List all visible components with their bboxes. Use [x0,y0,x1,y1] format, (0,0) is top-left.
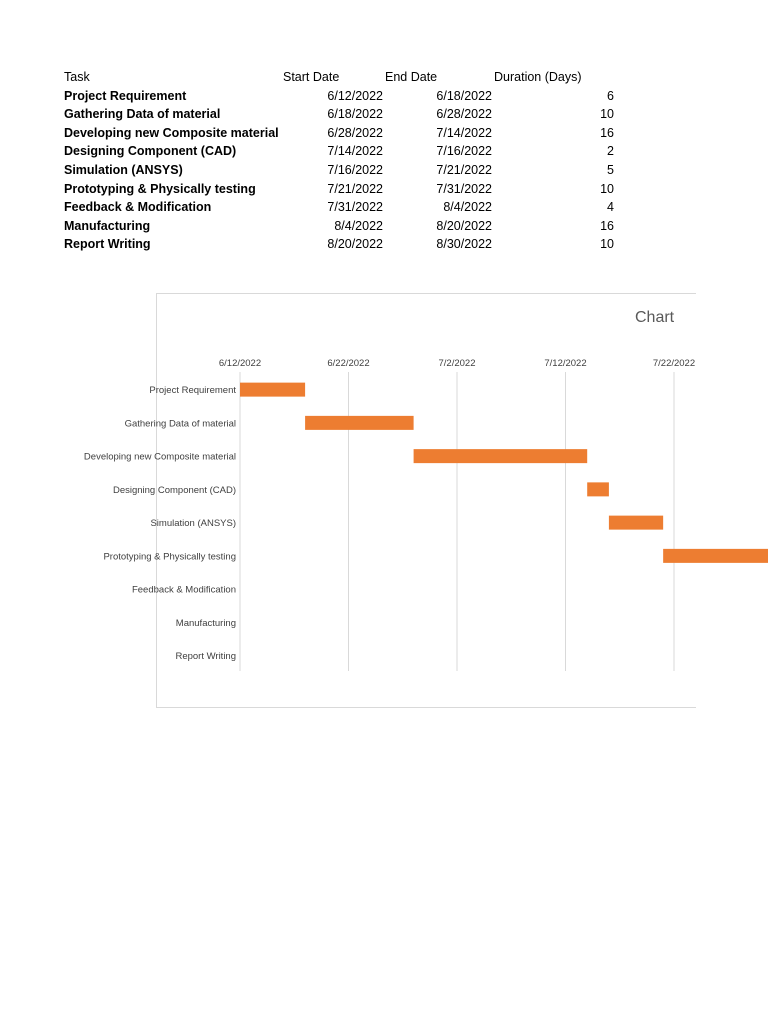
duration-cell: 5 [607,162,614,177]
gantt-bar [240,383,305,397]
end-date-cell: 8/30/2022 [436,237,492,252]
task-cell: Developing new Composite material [64,125,279,140]
end-date-cell: 7/31/2022 [436,181,492,196]
header-duration: Duration (Days) [494,70,582,84]
duration-cell: 10 [600,237,614,252]
start-date-cell: 6/12/2022 [327,88,383,103]
task-cell: Simulation (ANSYS) [64,162,183,177]
start-date-cell: 7/16/2022 [327,162,383,177]
category-label: Project Requirement [149,385,236,397]
chart-title: Chart [635,309,675,326]
start-date-cell: 7/14/2022 [327,144,383,159]
task-cell: Gathering Data of material [64,107,221,122]
end-date-cell: 7/14/2022 [436,125,492,140]
duration-cell: 2 [607,144,614,159]
x-tick-label: 6/22/2022 [327,358,370,369]
duration-cell: 6 [607,88,614,103]
x-tick-label: 7/22/2022 [652,358,696,369]
x-tick-label: 7/2/2022 [438,358,476,369]
category-label: Simulation (ANSYS) [150,518,236,530]
task-cell: Manufacturing [64,218,151,233]
category-label: Feedback & Modification [131,584,236,596]
gantt-bar [414,449,588,463]
category-label: Manufacturing [175,617,236,629]
task-cell: Project Requirement [64,88,187,103]
x-tick-label: 7/12/2022 [544,358,587,369]
x-tick-label: 6/12/2022 [218,358,262,369]
start-date-cell: 7/31/2022 [327,200,383,215]
end-date-cell: 6/18/2022 [436,88,492,103]
start-date-cell: 6/28/2022 [327,125,383,140]
header-task: Task [64,70,90,84]
end-date-cell: 7/21/2022 [436,162,492,177]
gantt-bar [663,549,768,563]
header-start-date: Start Date [283,70,340,84]
task-cell: Prototyping & Physically testing [64,181,256,196]
gantt-bar [305,416,414,430]
duration-cell: 16 [600,218,614,233]
task-cell: Designing Component (CAD) [64,144,237,159]
duration-cell: 4 [607,200,614,215]
start-date-cell: 8/20/2022 [327,237,383,252]
duration-cell: 10 [600,181,614,196]
duration-cell: 16 [600,125,614,140]
gantt-bar [609,516,663,530]
start-date-cell: 6/18/2022 [327,107,383,122]
category-label: Gathering Data of material [124,418,236,430]
end-date-cell: 6/28/2022 [436,107,492,122]
end-date-cell: 7/16/2022 [436,144,492,159]
duration-cell: 10 [600,107,614,122]
end-date-cell: 8/4/2022 [443,200,492,215]
header-end-date: End Date [385,70,438,84]
start-date-cell: 7/21/2022 [327,181,383,196]
category-label: Report Writing [175,651,236,663]
task-cell: Feedback & Modification [64,200,212,215]
start-date-cell: 8/4/2022 [334,218,383,233]
category-label: Prototyping & Physically testing [103,551,236,563]
task-cell: Report Writing [64,237,151,252]
category-label: Designing Component (CAD) [112,484,236,496]
gantt-bar [587,482,609,496]
end-date-cell: 8/20/2022 [436,218,492,233]
category-label: Developing new Composite material [83,451,236,463]
